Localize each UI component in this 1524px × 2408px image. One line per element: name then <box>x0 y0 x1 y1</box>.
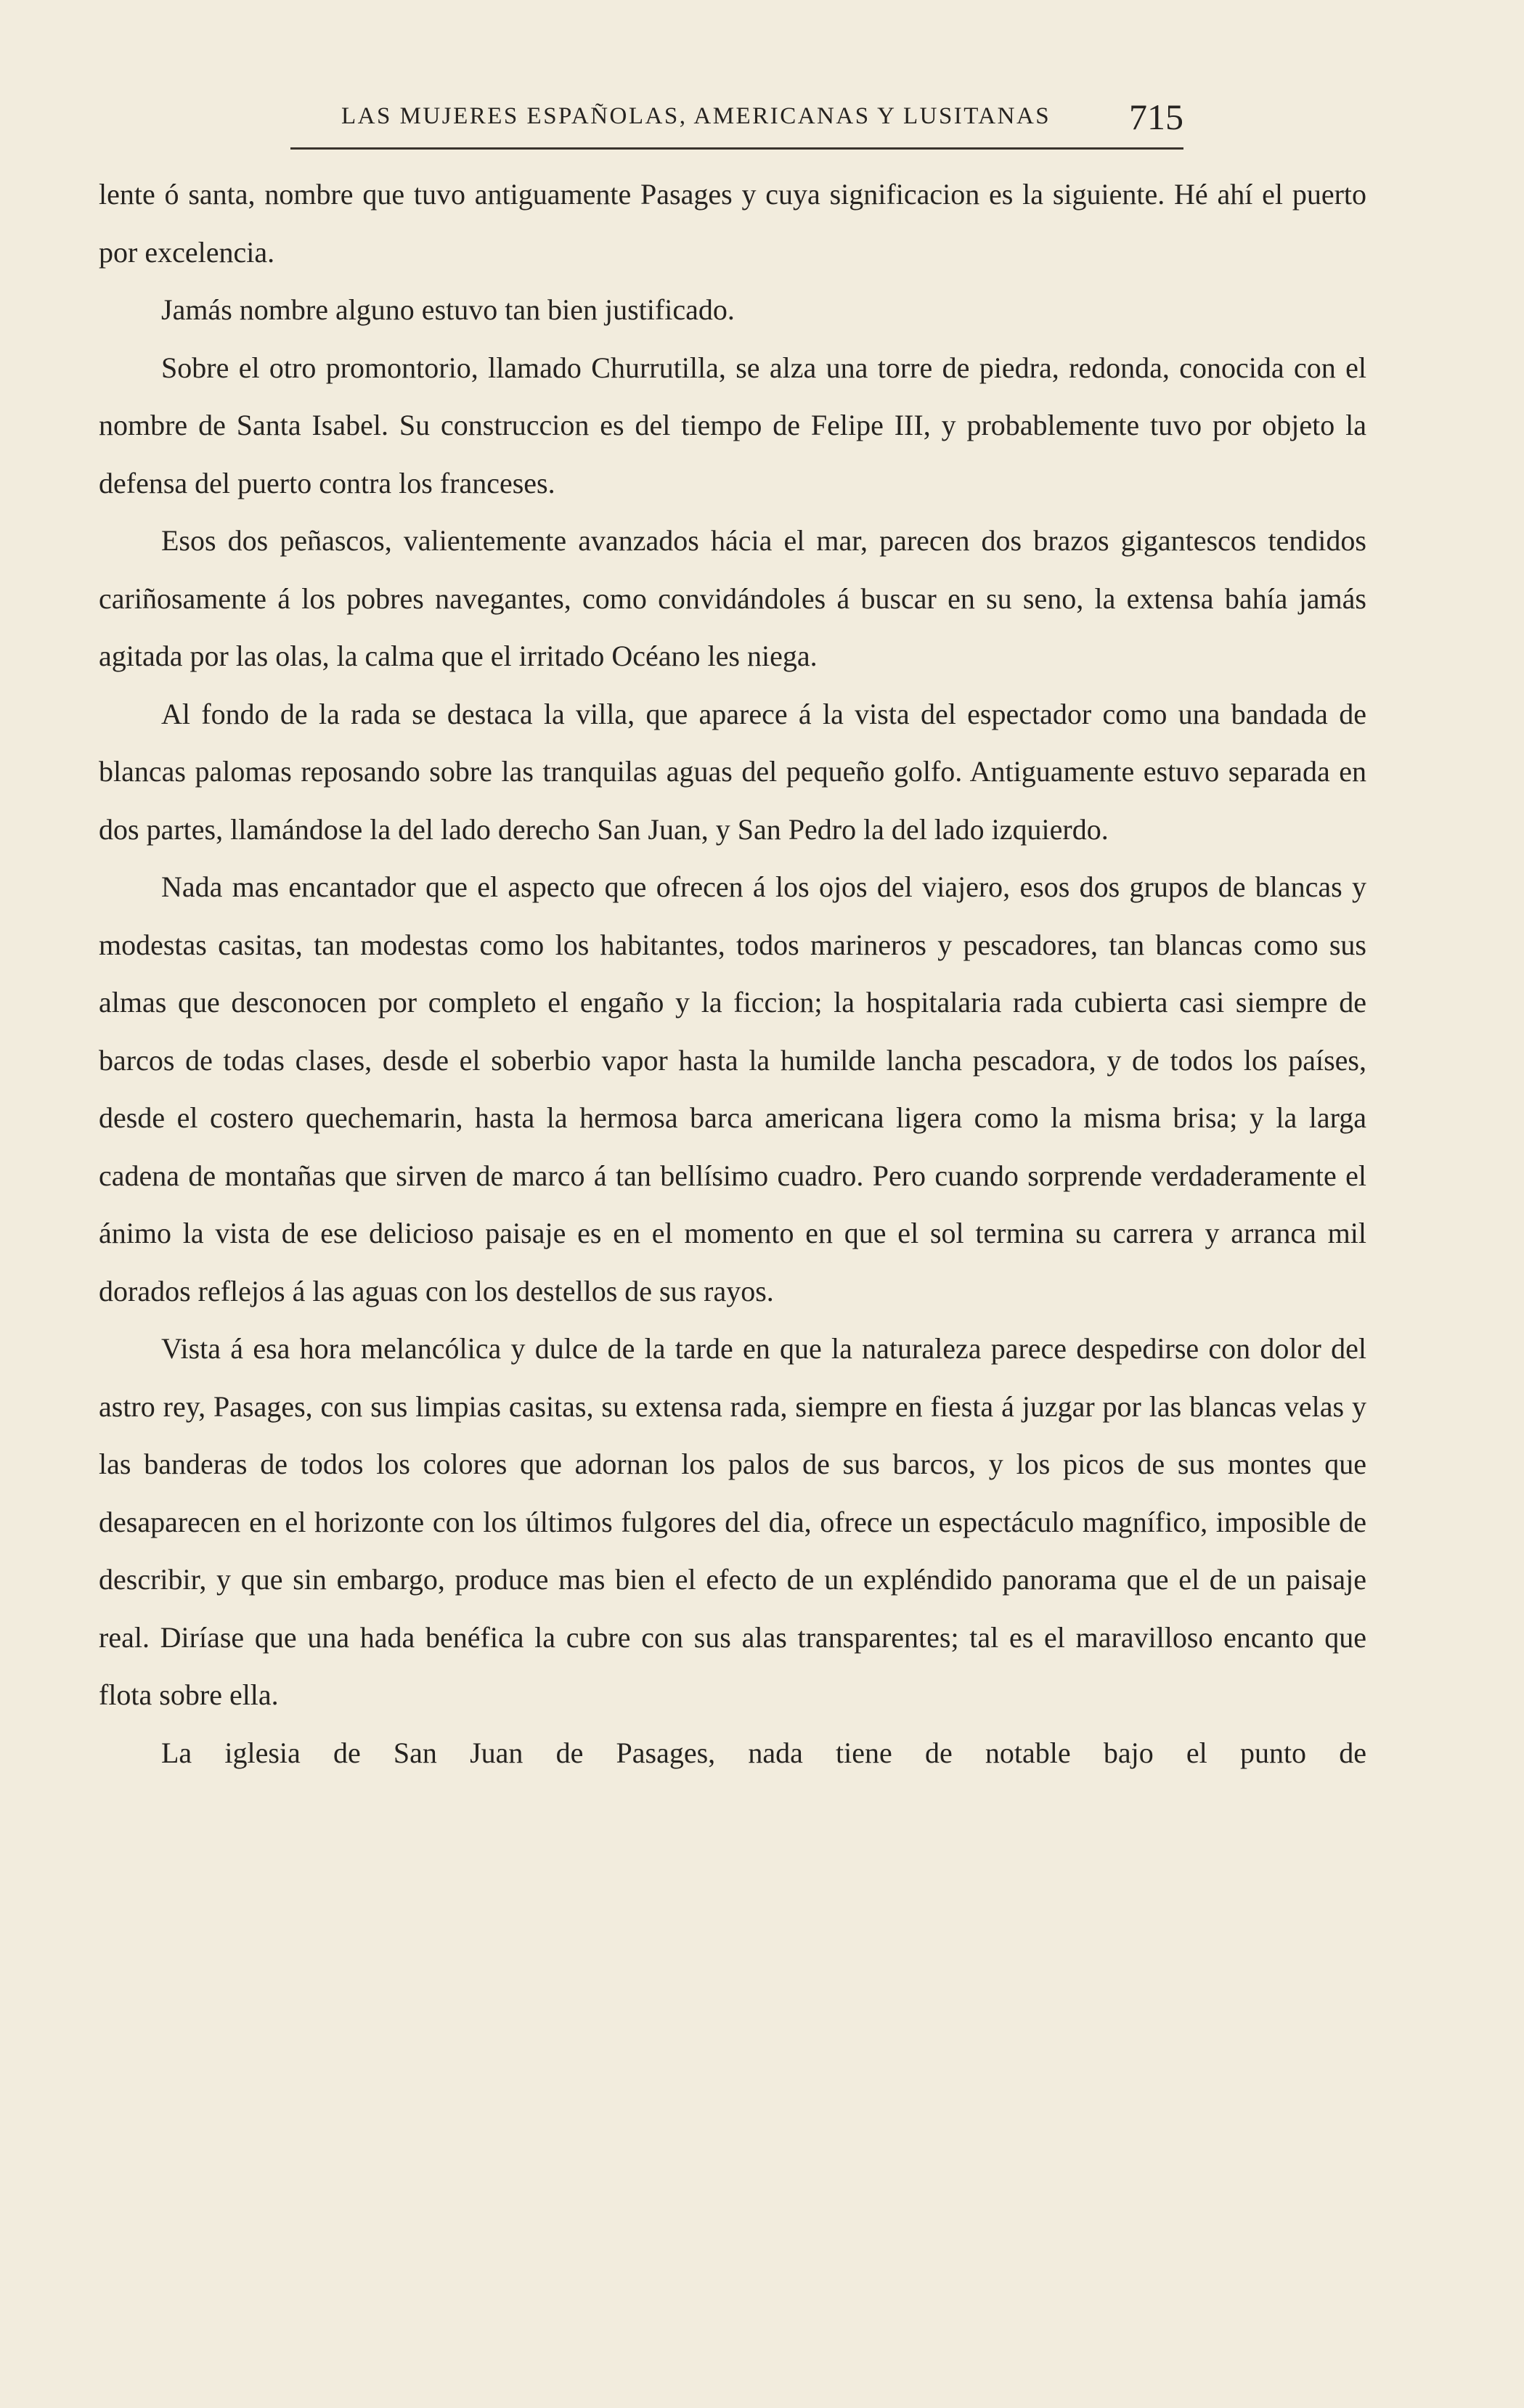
paragraph: lente ó santa, nombre que tuvo antiguamente Pasages y cuya significacion es la siguiente. Hé ahí el puerto por excelencia. <box>99 178 1366 269</box>
page-number: 715 <box>1129 97 1183 137</box>
paragraph: La iglesia de San Juan de Pasages, nada tiene de notable bajo el punto de <box>161 1736 1366 1769</box>
text-body <box>99 166 1366 1781</box>
paragraph: Esos dos peñascos, valientemente avanzados hácia el mar, parecen dos brazos gigantescos tendidos cariñosamente á los pobres navegantes, como convidándoles á buscar en su seno, la extensa bahía jamás agitada por las olas, la calma que el irritado Océano les niega. <box>99 524 1366 672</box>
paragraph: Vista á esa hora melancólica y dulce de la tarde en que la naturaleza parece despedirse con dolor del astro rey, Pasages, con sus limpias casitas, su extensa rada, siempre en fiesta á juzgar por las blancas velas y las banderas de todos los colores que adornan los palos de sus barcos, y los picos de sus montes que desaparecen en el horizonte con los últimos fulgores del dia, ofrece un espectáculo magnífico, imposible de describir, y que sin embargo, produce mas bien el efecto de un expléndido panorama que el de un paisaje real. Diríase que una hada benéfica la cubre con sus alas transparentes; tal es el maravilloso encanto que flota sobre ella. <box>99 1332 1366 1711</box>
paragraph: Sobre el otro promontorio, llamado Churrutilla, se alza una torre de piedra, redonda, conocida con el nombre de Santa Isabel. Su construccion es del tiempo de Felipe III, y probablemente tuvo por objeto la defensa del puerto contra los franceses. <box>99 351 1366 499</box>
header-rule <box>290 147 1183 150</box>
running-title: LAS MUJERES ESPAÑOLAS, AMERICANAS Y LUSITANAS <box>341 103 1051 129</box>
paragraph: Al fondo de la rada se destaca la villa, que aparece á la vista del espectador como una bandada de blancas palomas reposando sobre las tranquilas aguas del pequeño golfo. Antiguamente estuvo separada en dos partes, llamándose la del lado derecho San Juan, y San Pedro la del lado izquierdo. <box>99 697 1366 846</box>
paragraph: Jamás nombre alguno estuvo tan bien justificado. <box>161 293 735 326</box>
paragraph: Nada mas encantador que el aspecto que ofrecen á los ojos del viajero, esos dos grupos de blancas y modestas casitas, tan modestas como los habitantes, todos marineros y pescadores, tan blancas como sus almas que desconocen por completo el engaño y la ficcion; la hospitalaria rada cubierta casi siempre de barcos de todas clases, desde el soberbio vapor hasta la humilde lancha pescadora, y de todos los países, desde el costero quechemarin, hasta la hermosa barca americana ligera como la misma brisa; y la larga cadena de montañas que sirven de marco á tan bellísimo cuadro. Pero cuando sorprende verdaderamente el ánimo la vista de ese delicioso paisaje es en el momento en que el sol termina su carrera y arranca mil dorados reflejos á las aguas con los destellos de sus rayos. <box>99 870 1366 1307</box>
running-head <box>290 93 1183 136</box>
